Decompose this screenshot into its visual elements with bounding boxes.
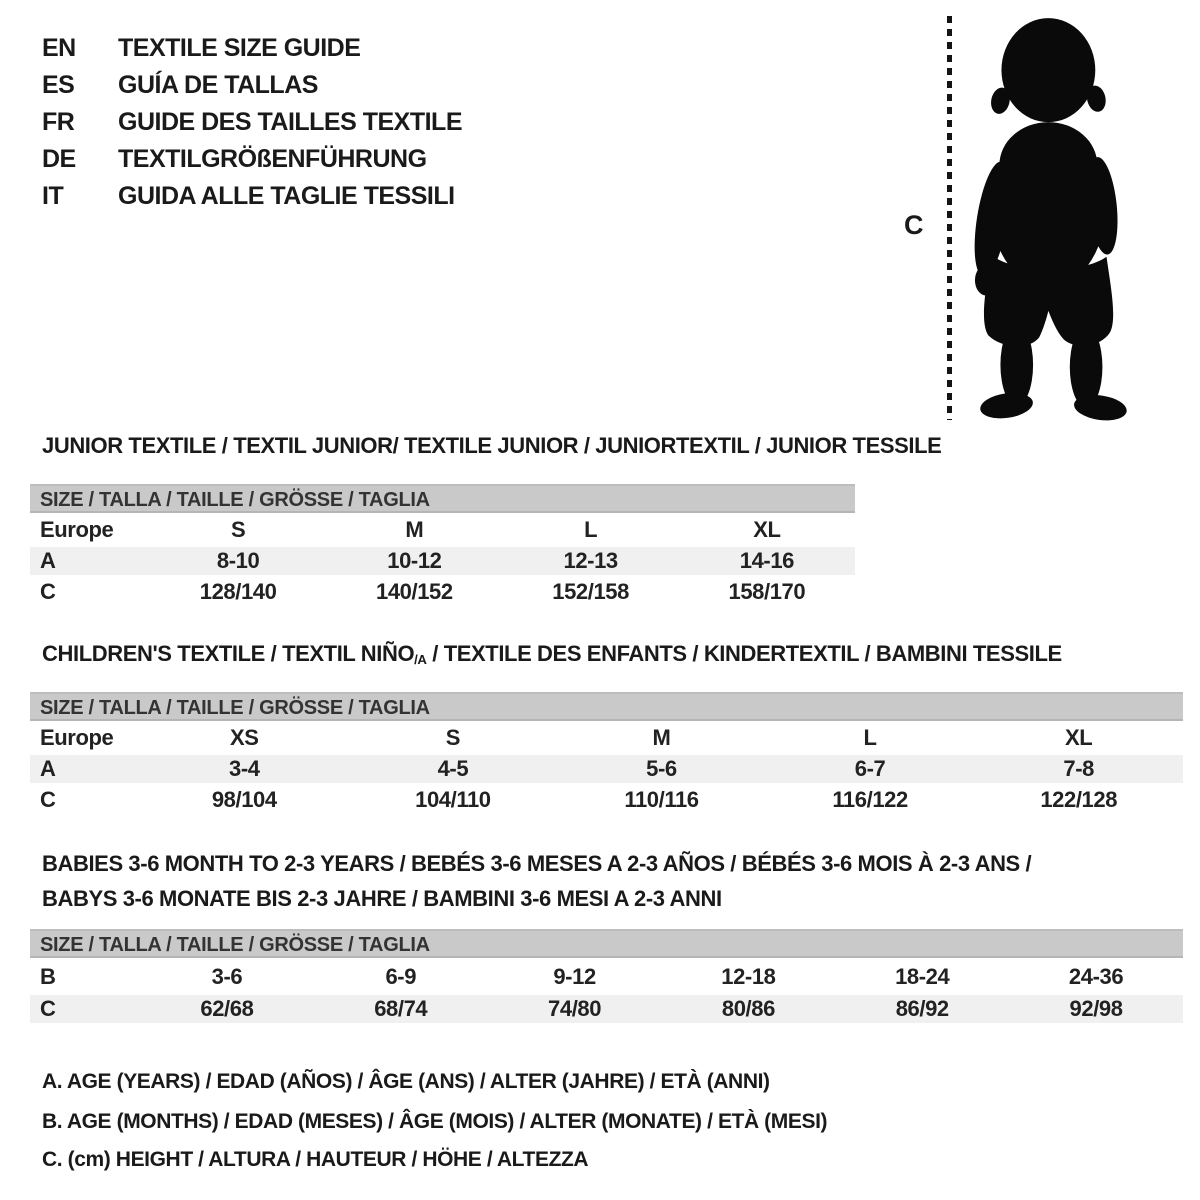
table-row [30,755,1183,783]
size-cell: XL [1065,725,1093,750]
row-label: B [40,963,56,989]
lang-row-es [42,67,462,104]
table-row [30,995,1183,1023]
size-cell: 86/92 [835,995,1009,1023]
table-header-bar: SIZE / TALLA / TAILLE / GRÖSSE / TAGLIA [30,484,855,513]
table-row [30,575,855,609]
size-cell: 62/68 [140,995,314,1023]
lang-row-fr [42,104,462,141]
size-cell: 110/116 [624,787,699,812]
table-row [30,721,1183,755]
size-cell: 3-6 [211,963,243,989]
row-label: C [40,579,56,604]
lang-code: FR [42,108,75,136]
size-cell: 152/158 [552,579,629,604]
table-row [30,547,855,575]
lang-row-de [42,141,462,178]
size-cell: 74/80 [488,995,662,1023]
lang-title: TEXTILE SIZE GUIDE [118,34,361,62]
lang-title: GUIDE DES TAILLES TEXTILE [118,108,463,136]
size-cell: 14-16 [679,547,855,575]
size-cell: 24-36 [1068,963,1124,989]
row-label: C [30,995,140,1023]
size-cell: 98/104 [211,787,277,812]
size-cell: 9-12 [553,963,596,989]
lang-code: DE [42,145,76,173]
lang-title: TEXTILGRÖßENFÜHRUNG [118,145,427,173]
size-cell: 3-4 [140,755,349,783]
height-measure-label: C [904,210,924,240]
children-size-table [30,692,1183,817]
table-row [30,513,855,547]
language-title-list [42,30,462,215]
size-cell: S [445,725,461,750]
size-cell: 6-9 [385,963,417,989]
size-cell: M [405,517,424,542]
size-cell: 68/74 [314,995,488,1023]
size-cell: 5-6 [557,755,766,783]
legend-line-c: C. (cm) HEIGHT / ALTURA / HAUTEUR / HÖHE / ALTEZZA [42,1148,589,1171]
size-cell: M [652,725,671,750]
size-cell: XS [230,725,259,750]
row-label: Europe [40,517,114,542]
size-cell: 122/128 [1040,787,1118,812]
size-cell: 158/170 [728,579,806,604]
size-cell: L [863,725,877,750]
size-cell: XL [753,517,781,542]
junior-section-title: JUNIOR TEXTILE / TEXTIL JUNIOR/ TEXTILE JUNIOR / JUNIORTEXTIL / JUNIOR TESSILE [42,433,942,458]
height-measure-dotted-line [947,16,952,420]
table-row [30,783,1183,817]
lang-code: EN [42,34,76,62]
lang-title: GUIDA ALLE TAGLIE TESSILI [118,182,455,210]
size-cell: 18-24 [895,963,950,989]
size-cell: 80/86 [661,995,835,1023]
children-section-title [42,641,1062,667]
lang-title: GUÍA DE TALLAS [118,71,318,99]
row-label: A [30,547,150,575]
table-row [30,958,1183,995]
babies-section-title-line1: BABIES 3-6 MONTH TO 2-3 YEARS / BEBÉS 3-6 MESES A 2-3 AÑOS / BÉBÉS 3-6 MOIS À 2-3 ANS / [42,851,1032,876]
table-header-bar: SIZE / TALLA / TAILLE / GRÖSSE / TAGLIA [30,692,1183,721]
children-title-text: / TEXTILE DES ENFANTS / KINDERTEXTIL / BAMBINI TESSILE [426,641,1062,666]
lang-code: ES [42,71,75,99]
size-cell: 10-12 [326,547,502,575]
legend-line-b: B. AGE (MONTHS) / EDAD (MESES) / ÂGE (MOIS) / ALTER (MONATE) / ETÀ (MESI) [42,1110,828,1133]
size-cell: 92/98 [1009,995,1183,1023]
size-cell: 4-5 [349,755,558,783]
size-cell: 140/152 [376,579,453,604]
row-label: A [30,755,140,783]
size-cell: 104/110 [415,787,491,812]
size-cell: 6-7 [766,755,975,783]
table-header-bar: SIZE / TALLA / TAILLE / GRÖSSE / TAGLIA [30,929,1183,958]
size-cell: 7-8 [974,755,1183,783]
babies-size-table [30,929,1183,1023]
legend-line-a: A. AGE (YEARS) / EDAD (AÑOS) / ÂGE (ANS) / ALTER (JAHRE) / ETÀ (ANNI) [42,1070,770,1093]
size-cell: 128/140 [199,579,277,604]
size-cell: S [230,517,246,542]
toddler-silhouette-icon [960,12,1150,422]
row-label: C [40,787,56,812]
children-title-subscript: /A [414,652,427,668]
junior-size-table [30,484,855,609]
lang-row-en [42,30,462,67]
lang-row-it [42,178,462,215]
babies-section-title-line2: BABYS 3-6 MONATE BIS 2-3 JAHRE / BAMBINI 3-6 MESI A 2-3 ANNI [42,886,722,911]
size-cell: L [584,517,598,542]
size-cell: 12-13 [503,547,679,575]
lang-code: IT [42,182,64,210]
children-title-text: CHILDREN'S TEXTILE / TEXTIL NIÑO [42,641,415,666]
size-cell: 12-18 [721,963,776,989]
row-label: Europe [40,725,114,750]
size-cell: 116/122 [832,787,908,812]
size-cell: 8-10 [150,547,326,575]
